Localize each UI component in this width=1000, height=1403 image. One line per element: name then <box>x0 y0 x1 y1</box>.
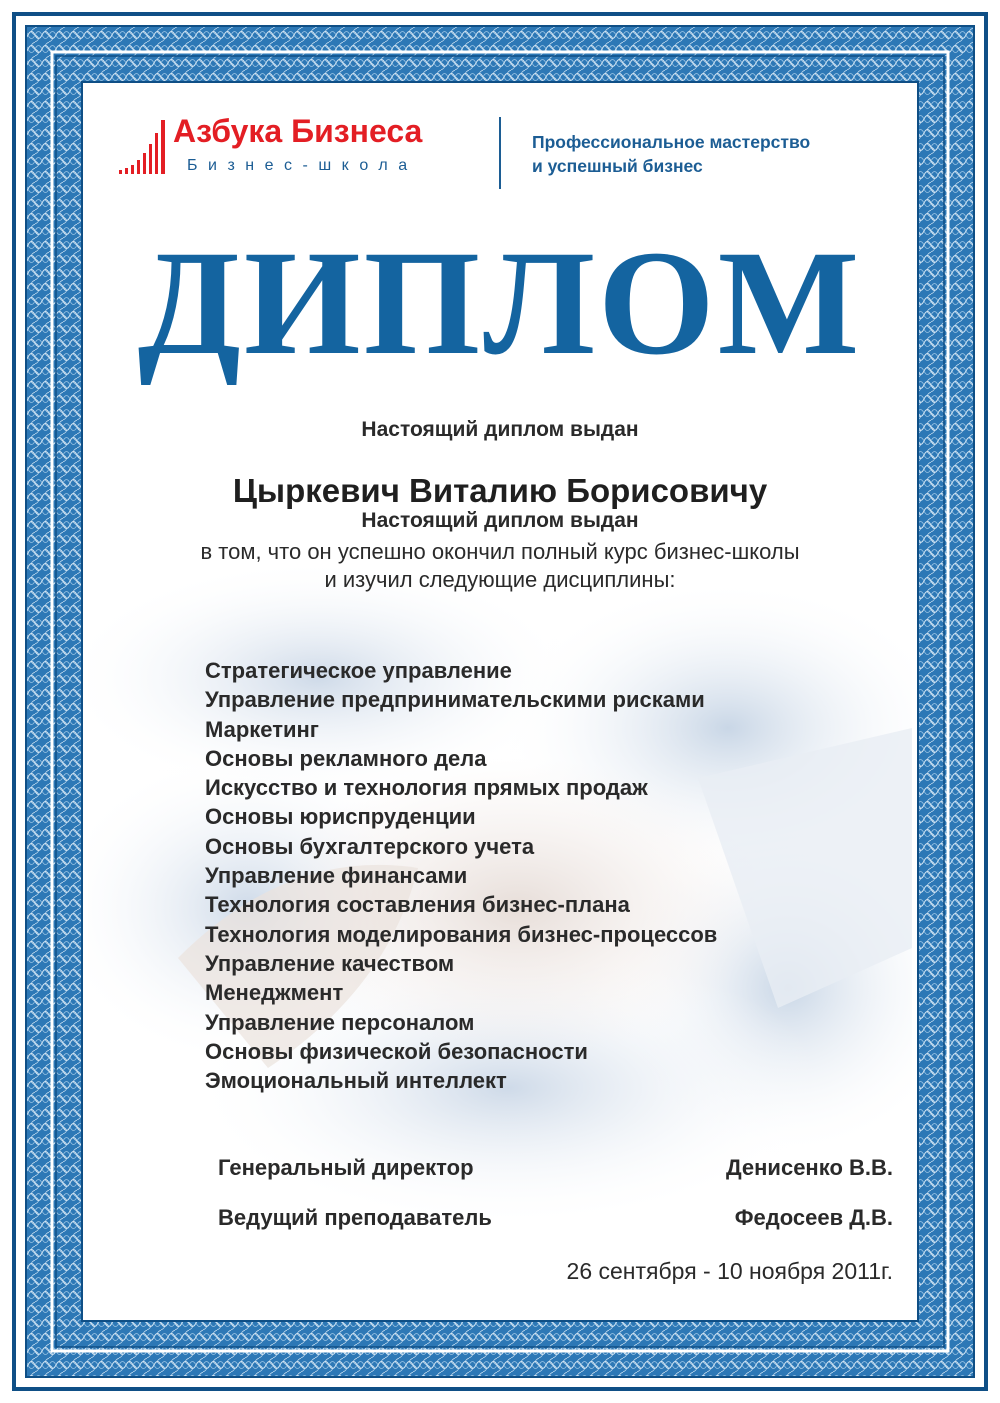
signature-role-director: Генеральный директор <box>218 1155 474 1180</box>
issued-text: Настоящий диплом выдан <box>361 418 639 441</box>
discipline-item: Эмоциональный интеллект <box>205 1068 507 1094</box>
logo-divider <box>499 117 501 189</box>
discipline-item: Управление персоналом <box>205 1009 475 1035</box>
disciplines-list <box>205 656 717 1095</box>
discipline-item: Менеджмент <box>205 980 344 1006</box>
discipline-item: Управление финансами <box>205 863 468 889</box>
signature-name-teacher: Федосеев Д.В. <box>734 1205 893 1230</box>
discipline-item: Управление предпринимательскими рисками <box>205 687 705 713</box>
discipline-item: Основы физической безопасности <box>205 1038 588 1064</box>
discipline-item: Основы юриспруденции <box>205 804 476 830</box>
bar-chart-logo-icon <box>117 118 169 176</box>
course-dates: 26 сентября - 10 ноября 2011г. <box>566 1258 893 1284</box>
brand-subtitle: Бизнес-школа <box>187 157 418 174</box>
discipline-item: Технология моделирования бизнес-процессов <box>205 921 718 947</box>
diploma-title: ДИПЛОМ <box>137 220 863 386</box>
issued-text-repeat: Настоящий диплом выдан <box>361 509 639 532</box>
discipline-item: Технология составления бизнес-плана <box>205 892 630 918</box>
discipline-item: Маркетинг <box>205 716 319 742</box>
slogan-line-1: Профессиональное мастерство <box>532 132 811 152</box>
discipline-item: Искусство и технология прямых продаж <box>205 775 648 801</box>
discipline-item: Управление качеством <box>205 950 455 976</box>
discipline-item: Основы рекламного дела <box>205 745 487 771</box>
signature-role-teacher: Ведущий преподаватель <box>218 1205 492 1230</box>
discipline-item: Основы бухгалтерского учета <box>205 833 535 859</box>
signature-name-director: Денисенко В.В. <box>725 1155 893 1180</box>
brand-name: Азбука Бизнеса <box>173 113 423 149</box>
slogan-line-2: и успешный бизнес <box>532 156 703 176</box>
recipient-name: Цыркевич Виталию Борисовичу <box>232 472 768 509</box>
slogan <box>532 130 810 178</box>
discipline-item: Стратегическое управление <box>205 658 512 683</box>
description-line-2: и изучил следующие дисциплины: <box>324 567 676 592</box>
description-line-1: в том, что он успешно окончил полный курс бизнес-школы <box>200 539 800 564</box>
